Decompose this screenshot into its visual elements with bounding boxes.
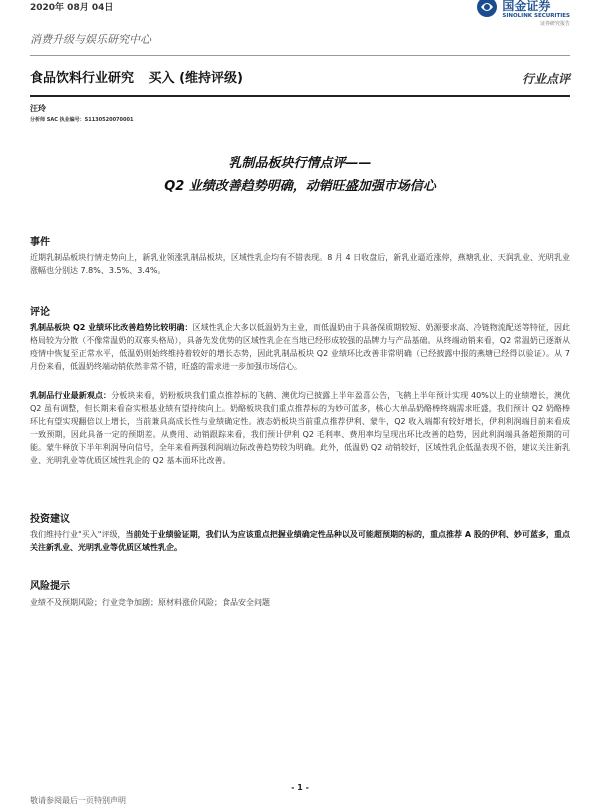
paragraph-body: 我们维持行业"买入"评级， bbox=[30, 530, 126, 539]
analyst-license: 分析师 SAC 执业编号：S1130520070001 bbox=[30, 117, 134, 123]
section-heading-risk: 风险提示 bbox=[30, 581, 70, 592]
rating-label: 买入 (维持评级) bbox=[148, 71, 243, 86]
report-date: 2020年 08月 04日 bbox=[30, 3, 114, 13]
risk-paragraph: 业绩不及预期风险；行业竞争加剧；原材料涨价风险；食品安全问题 bbox=[30, 598, 270, 607]
footer-disclaimer: 敬请参阅最后一页特别声明 bbox=[30, 796, 126, 805]
paragraph-lead: 乳制品行业最新观点： bbox=[30, 391, 112, 400]
industry-rating-line bbox=[30, 67, 253, 86]
paragraph-emphasis: 当前处于业绩验证期，我们认为应该重点把握业绩确定性品种以及可能超预期的标的，重点推荐 A 股的伊利、妙可蓝多，重点关注新乳业、光明乳业等优质区域性乳企。 bbox=[30, 530, 570, 552]
analyst-name: 汪玲 bbox=[30, 104, 46, 113]
section-heading-comment: 评论 bbox=[30, 307, 50, 318]
event-paragraph: 近期乳制品板块行情走势向上，新乳业领涨乳制品板块，区域性乳企均有不错表现。8 月 4 日收盘后，新乳业逼近涨停，燕塘乳业、天润乳业、光明乳业涨幅也分别达 7.8%、3.5%、3.4%。 bbox=[30, 253, 570, 275]
company-logo bbox=[476, 0, 570, 28]
divider-thick bbox=[30, 95, 570, 97]
paragraph-body: 区域性乳企大多以低温奶为主业，而低温奶由于具备保质期较短、奶源要求高、冷链物流配送等特征，因此格局较为分散（不像常温奶的双寡头格局），具备先发优势的区域性乳企在当地已经形成较强的品牌力与产品基础。从终端动销来看，Q2 常温奶已逐渐从疫情中恢复至正常水平，低温奶则始终维持着较好的增长态势，因此乳制品板块 Q2 业绩环比改善非常明确（已经披露中报的燕塘已经得以验证）。从 7 月份来看，低温奶终端动销依然非常不错，旺盛的需求进一步加强市场信心。 bbox=[30, 323, 570, 371]
paragraph-body: 分板块来看，奶粉板块我们重点推荐标的飞鹤、澳优均已披露上半年盈喜公告，飞鹤上半年预计实现 40%以上的业绩增长，澳优 Q2 虽有调整，但长期来看奋实根基业绩有望持续向上。奶酪板块我们重点推荐标的为妙可蓝多，核心大单品奶酪棒终端需求旺盛，我们预计 Q2 奶酪棒环比有望实现翻倍以上增长，当前兼具高成长性与业绩确定性。液态奶板块当前重点推荐伊利、蒙牛，Q2 收入端都有较好增长，伊利利润端目前来看成一致预期，因此具备一定的预期差。从费用、动销跟踪来看，我们预计伊利 Q2 毛利率、费用率均呈现出环比改善的趋势，因此利润端具备超预期的可能。蒙牛释放下半年利润导向信号，全年来看两强利润端边际改善趋势较为明确。此外，低温奶 Q2 动销较好，区域性乳企低温表现不俗，建议关注新乳业、光明乳业等优质区域性乳企的 Q2 基本面环比改善。 bbox=[30, 391, 570, 465]
logo-english-name: SINOLINK SECURITIES bbox=[502, 13, 570, 19]
report-type: 行业点评 bbox=[521, 72, 570, 86]
page-number: - 1 - bbox=[291, 783, 309, 792]
comment-paragraph-1 bbox=[30, 321, 570, 373]
report-title-line1: 乳制品板块行情点评—— bbox=[228, 156, 372, 171]
paragraph-lead: 乳制品板块 Q2 业绩环比改善趋势比较明确： bbox=[30, 323, 193, 332]
industry-name: 食品饮料行业研究 bbox=[30, 71, 135, 86]
investment-paragraph bbox=[30, 528, 570, 554]
logo-chinese-name: 国金证券 bbox=[502, 0, 551, 13]
logo-subtitle: 证券研究报告 bbox=[539, 21, 570, 27]
research-center: 消费升级与娱乐研究中心 bbox=[30, 33, 151, 46]
section-heading-investment: 投资建议 bbox=[30, 514, 70, 525]
divider bbox=[30, 55, 570, 56]
report-title-line2: Q2 业绩改善趋势明确，动销旺盛加强市场信心 bbox=[164, 179, 436, 194]
comment-paragraph-2 bbox=[30, 389, 570, 467]
sinolink-logo-icon bbox=[476, 0, 498, 18]
section-heading-event: 事件 bbox=[30, 237, 50, 248]
